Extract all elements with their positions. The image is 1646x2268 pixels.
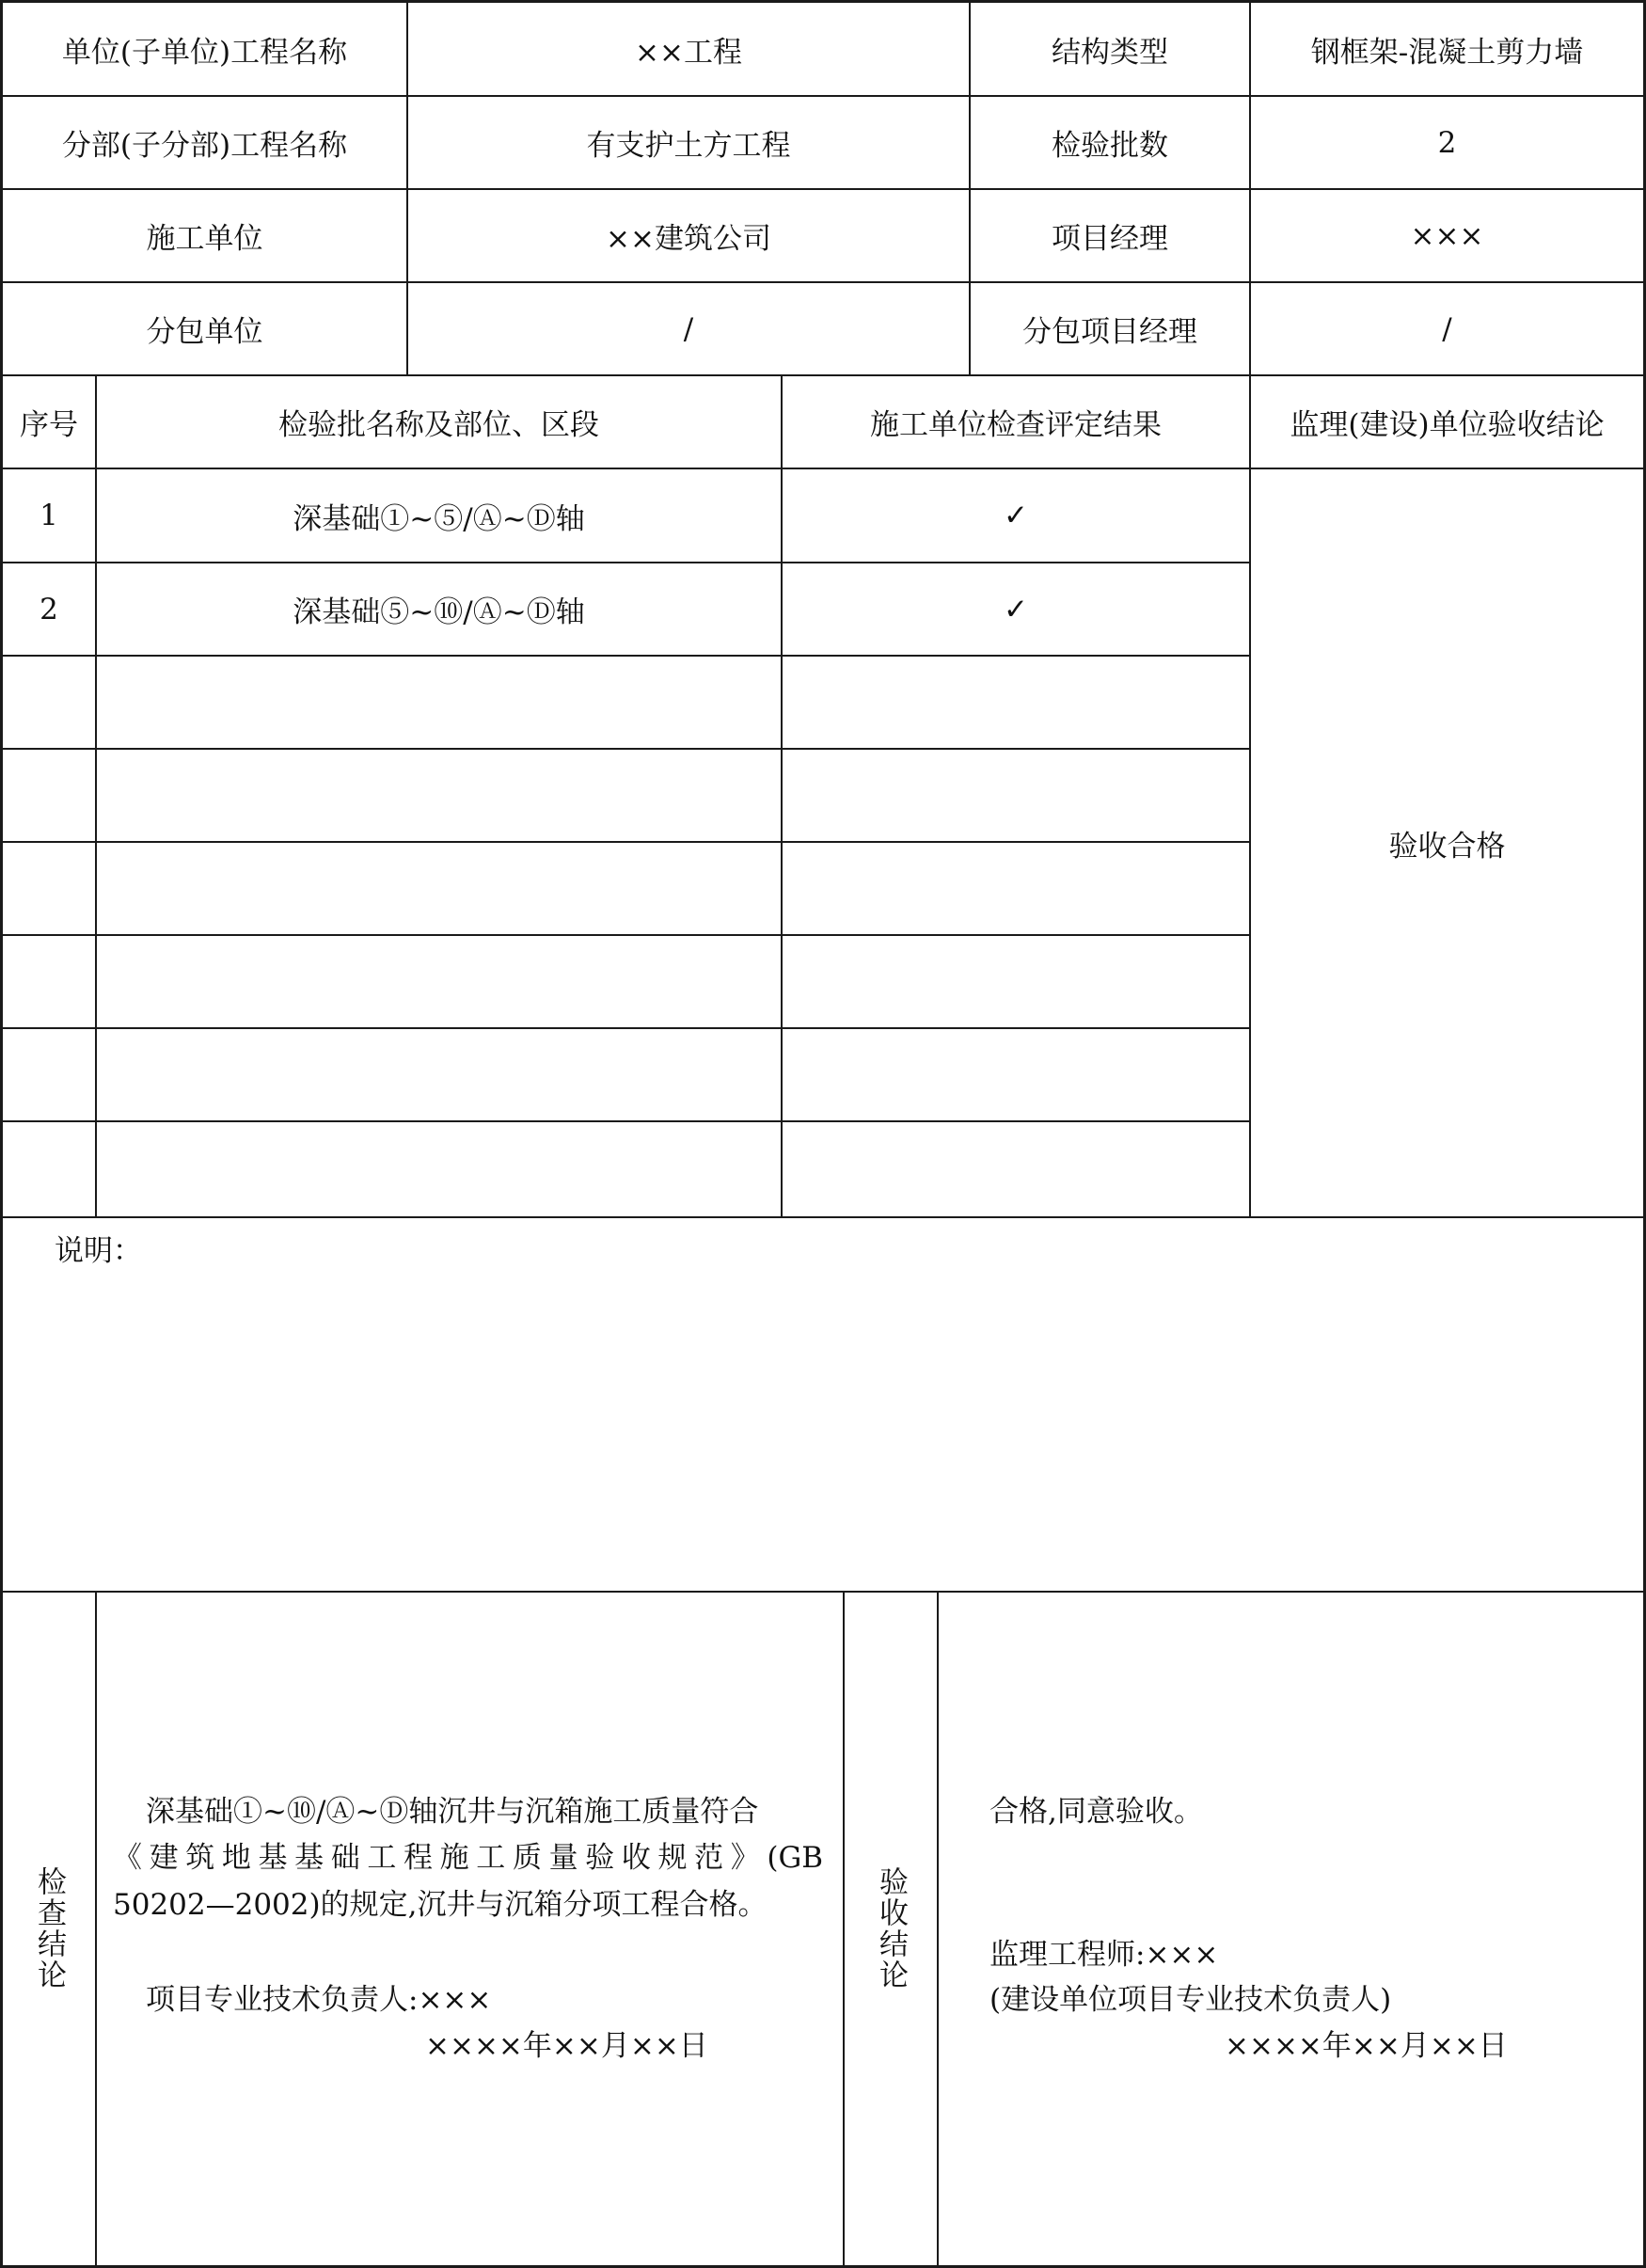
table-row-name: 深基础①~⑤/Ⓐ~Ⓓ轴 (293, 501, 585, 536)
division-project-name-label: 分部(子分部)工程名称 (61, 129, 348, 163)
table-row-no (3, 1029, 95, 1120)
batch-count-value: 2 (1437, 125, 1457, 160)
table-row-name (97, 657, 781, 748)
col-header-contractor-result: 施工单位检查评定结果 (870, 408, 1162, 442)
table-row-no: 2 (40, 592, 58, 626)
col-divider (95, 1592, 97, 2266)
table-row-result (783, 936, 1249, 1027)
acceptance-owner-rep: (建设单位项目专业技术负责人) (989, 1983, 1392, 2017)
table-row-no (3, 936, 95, 1027)
supervision-conclusion: 验收合格 (1388, 829, 1506, 864)
acceptance-conclusion-side-label (845, 1592, 937, 2265)
subcontractor-label: 分包单位 (146, 315, 263, 349)
inspection-line-2: 《建筑地基基础工程施工质量验收规范》(GB (113, 1841, 823, 1875)
sub-project-manager-value: / (1442, 311, 1452, 346)
table-row-result (783, 1122, 1249, 1216)
table-row-result (783, 843, 1249, 934)
table-row-no (3, 657, 95, 748)
unit-project-name-value: ××工程 (635, 35, 742, 70)
notes-label: 说明： (55, 1234, 142, 1268)
inspection-line-3: 50202—2002)的规定,沉井与沉箱分项工程合格。 (113, 1888, 768, 1922)
acceptance-text: 合格,同意验收。 (989, 1795, 1203, 1829)
division-project-name-value: 有支护土方工程 (586, 129, 791, 163)
table-row-name (97, 750, 781, 841)
structure-type-value: 钢框架-混凝土剪力墙 (1310, 35, 1584, 70)
table-row-result: ✓ (1004, 592, 1028, 626)
row-divider (0, 1591, 1646, 1593)
inspection-signer: 项目专业技术负责人:××× (146, 1983, 492, 2017)
col-header-supervision-conclusion: 监理(建设)单位验收结论 (1290, 408, 1605, 442)
inspection-line-1: 深基础①~⑩/Ⓐ~Ⓓ轴沉井与沉箱施工质量符合 (146, 1795, 759, 1829)
table-row-name (97, 936, 781, 1027)
table-row-name (97, 843, 781, 934)
table-row-result (783, 657, 1249, 748)
table-row-name (97, 1029, 781, 1120)
contractor-value: ××建筑公司 (606, 222, 771, 256)
table-row-name: 深基础⑤~⑩/Ⓐ~Ⓓ轴 (293, 595, 585, 629)
acceptance-engineer: 监理工程师:××× (989, 1938, 1219, 1972)
batch-count-label: 检验批数 (1052, 129, 1168, 163)
inspection-conclusion-side-text: 检查结论 (32, 1866, 66, 1990)
table-row-result: ✓ (1004, 499, 1028, 532)
table-row-result (783, 750, 1249, 841)
subcontractor-value: / (683, 311, 694, 346)
col-header-batch-name: 检验批名称及部位、区段 (278, 408, 599, 442)
unit-project-name-label: 单位(子单位)工程名称 (61, 35, 348, 70)
project-manager-label: 项目经理 (1052, 222, 1168, 256)
acceptance-conclusion-side-text: 验收结论 (874, 1866, 908, 1990)
inspection-conclusion-side-label (3, 1592, 95, 2265)
sub-project-manager-label: 分包项目经理 (1022, 315, 1197, 349)
inspection-date: ××××年××月××日 (425, 2029, 708, 2063)
col-header-no: 序号 (20, 408, 78, 442)
contractor-label: 施工单位 (146, 222, 263, 256)
table-row-no (3, 1122, 95, 1216)
col-divider (937, 1592, 939, 2266)
structure-type-label: 结构类型 (1052, 35, 1168, 70)
table-row-name (97, 1122, 781, 1216)
table-row-no: 1 (40, 499, 58, 532)
row-divider (0, 1216, 1646, 1218)
table-row-result (783, 1029, 1249, 1120)
table-row-no (3, 843, 95, 934)
table-row-no (3, 750, 95, 841)
project-manager-value: ××× (1410, 218, 1484, 253)
acceptance-date: ××××年××月××日 (1225, 2029, 1508, 2063)
